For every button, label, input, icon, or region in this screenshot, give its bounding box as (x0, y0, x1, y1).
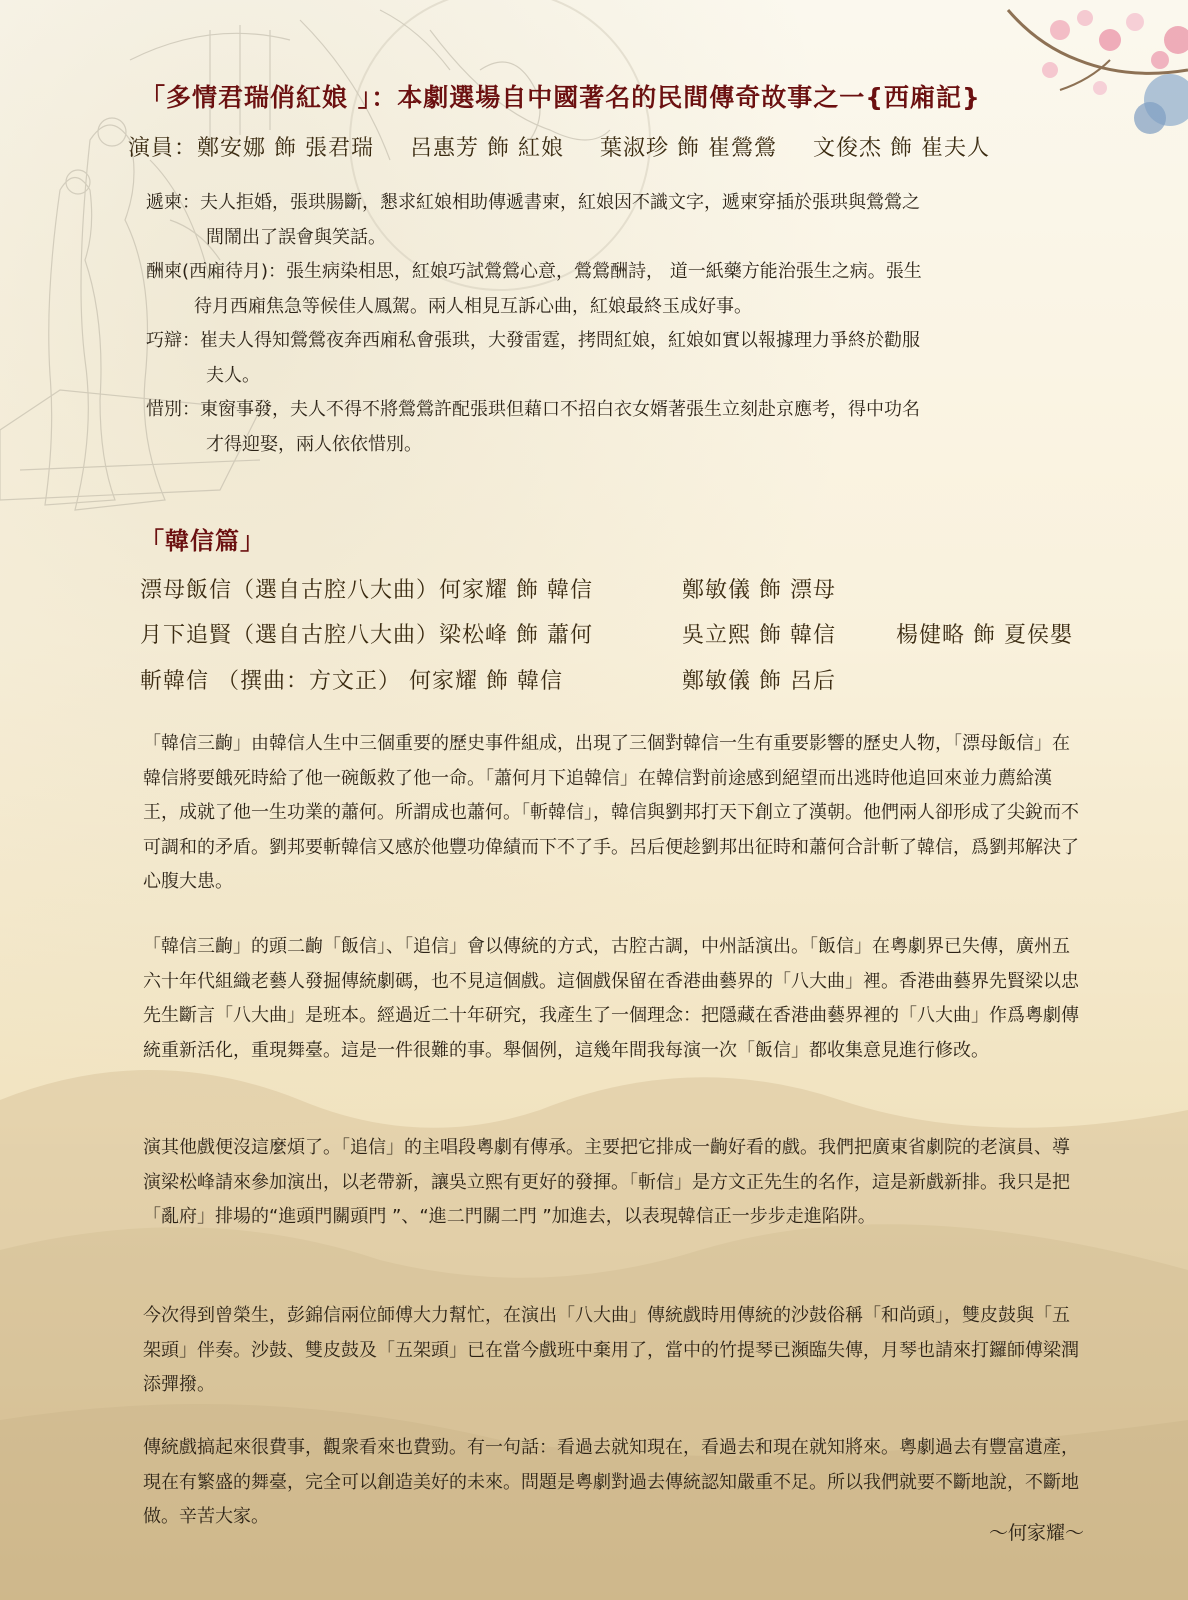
scene-description (146, 392, 1076, 462)
scene-line: 惜別：東窗事發，夫人不得不將鶯鶯許配張珙但藉口不招白衣女婿著張生立刻赴京應考，得中功名 (146, 399, 920, 420)
body-paragraph: 演其他戲便沒這麼煩了。「追信」的主唱段粵劇有傳承。主要把它排成一齣好看的戲。我們把廣東省劇院的老演員、導演梁松峰請來參加演出，以老帶新，讓吳立熙有更好的發揮。「斬信」是方文正先生的名作，這是新戲新排。我只是把「亂府」排場的“進頭門關頭門 ”、“進二門關二門 ”加進去，以表現韓信正一步步走進陷阱。 (143, 1137, 1070, 1227)
scene-description (146, 185, 1076, 255)
body-paragraph: 「韓信三齣」由韓信人生中三個重要的歷史事件組成，出現了三個對韓信一生有重要影響的歷史人物，「漂母飯信」在韓信將要餓死時給了他一碗飯救了他一命。「蕭何月下追韓信」在韓信對前途感到絕望而出逃時他追回來並力薦給漢王，成就了他一生功業的蕭何。所謂成也蕭何。「斬韓信」，韓信與劉邦打天下創立了漢朝。他們兩人卻形成了尖銳而不可調和的矛盾。劉邦要斬韓信又感於他豐功偉績而下不了手。呂后便趁劉邦出征時和蕭何合計斬了韓信，爲劉邦解決了心腹大患。 (143, 733, 1079, 892)
excerpt-cast: 鄭敏儀 飾 呂后 (682, 669, 836, 694)
scene-line: 巧辯：崔夫人得知鶯鶯夜奔西廂私會張珙，大發雷霆，拷問紅娘，紅娘如實以報據理力爭終於勸服 (146, 330, 920, 351)
excerpt-cast: 楊健略 飾 夏侯嬰 (896, 623, 1073, 648)
cast-member: 文俊杰 飾 崔夫人 (813, 136, 990, 161)
excerpt-cast: 鄭敏儀 飾 漂母 (682, 578, 836, 603)
cast-member: 呂惠芳 飾 紅娘 (410, 136, 564, 161)
body-paragraph: 今次得到曾榮生，彭錦信兩位師傅大力幫忙，在演出「八大曲」傳統戲時用傳統的沙鼓俗稱「和尚頭」，雙皮鼓與「五架頭」伴奏。沙鼓、雙皮鼓及「五架頭」已在當今戲班中棄用了，當中的竹提琴已瀕臨失傳，月琴也請來打鑼師傅梁潤添彈撥。 (143, 1305, 1079, 1395)
scene-line: 酬柬(西廂待月)：張生病染相思，紅娘巧試鶯鶯心意，鶯鶯酬詩， 道一紙藥方能治張生之病。張生 (146, 261, 922, 282)
scene-description (146, 323, 1076, 393)
section1-cast-line (128, 131, 1168, 162)
author-signature: ～何家耀～ (988, 1522, 1084, 1544)
scene-line-continued: 夫人。 (206, 365, 260, 386)
body-paragraph: 傳統戲搞起來很費事，觀衆看來也費勁。有一句話：看過去就知現在，看過去和現在就知將來。粵劇過去有豐富遺產，現在有繁盛的舞臺，完全可以創造美好的未來。問題是粵劇對過去傳統認知嚴重不足。所以我們就要不斷地說，不斷地做。辛苦大家。 (143, 1437, 1079, 1527)
cast-member: 演員：鄭安娜 飾 張君瑞 (128, 136, 374, 161)
excerpt-title-cast: 月下追賢（選自古腔八大曲）梁松峰 飾 蕭何 (140, 623, 593, 648)
scene-line-continued: 才得迎娶，兩人依依惜別。 (206, 434, 422, 455)
scene-description (146, 254, 1076, 324)
excerpt-cast: 吳立熙 飾 韓信 (682, 623, 836, 648)
scene-line: 遞柬：夫人拒婚，張珙腸斷，懇求紅娘相助傳遞書柬，紅娘因不識文字，遞柬穿插於張珙與鶯鶯之 (146, 192, 920, 213)
scene-line-continued: 待月西廂焦急等候佳人鳳駕。兩人相見互訴心曲，紅娘最終玉成好事。 (194, 296, 752, 317)
body-paragraph: 「韓信三齣」的頭二齣「飯信」、「追信」會以傳統的方式，古腔古調，中州話演出。「飯信」在粵劇界已失傳，廣州五六十年代組織老藝人發掘傳統劇碼，也不見這個戲。這個戲保留在香港曲藝界的「八大曲」裡。香港曲藝界先賢梁以忠先生斷言「八大曲」是班本。經過近二十年研究，我產生了一個理念：把隱藏在香港曲藝界裡的「八大曲」作爲粵劇傳統重新活化，重現舞臺。這是一件很難的事。舉個例，這幾年間我每演一次「飯信」都收集意見進行修改。 (143, 936, 1079, 1061)
section1-title: 「多情君瑞俏紅娘 」：本劇選場自中國著名的民間傳奇故事之一{西廂記} (140, 83, 981, 112)
section2-title: 「韓信篇」 (140, 527, 265, 555)
excerpt-title-cast: 斬韓信 （撰曲：方文正） 何家耀 飾 韓信 (140, 669, 563, 694)
cast-member: 葉淑珍 飾 崔鶯鶯 (600, 136, 777, 161)
scene-line-continued: 間鬧出了誤會與笑話。 (206, 227, 386, 248)
excerpt-title-cast: 漂母飯信（選自古腔八大曲）何家耀 飾 韓信 (140, 578, 593, 603)
